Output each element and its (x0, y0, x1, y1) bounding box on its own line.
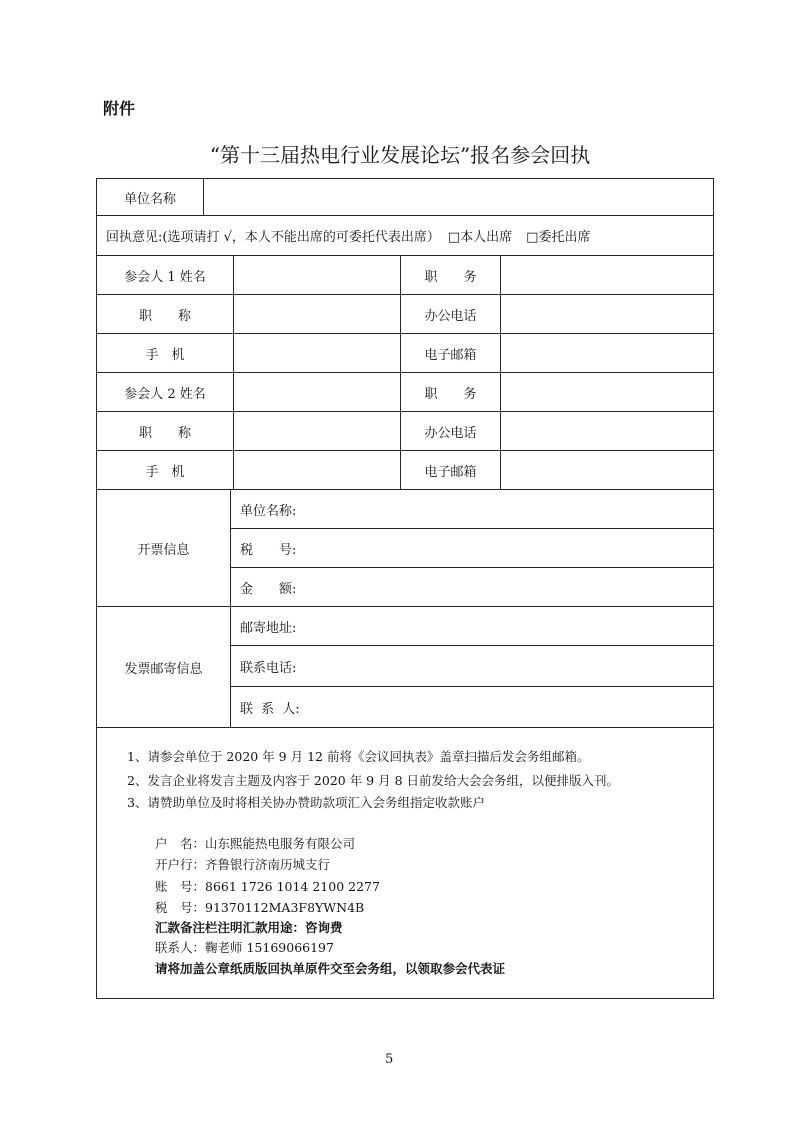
attendee2-title-label: 职 称 (96, 411, 233, 450)
attendee1-mobile-value (233, 333, 400, 372)
attachment-label: 附件 (103, 101, 136, 118)
attendee1-office-phone-value (500, 294, 713, 333)
option-delegate: □委托出席 (526, 230, 591, 245)
note-item: 1、请参会单位于 2020 年 9 月 12 前将《会议回执表》盖章扫描后发会务组邮箱。 (127, 749, 590, 764)
attendee1-email-label: 电子邮箱 (400, 333, 500, 372)
attendee2-office-phone-label: 办公电话 (400, 411, 500, 450)
option-attend-in-person: □本人出席 (447, 230, 513, 245)
attendee1-mobile-label: 手 机 (96, 333, 233, 372)
tax-number: 税 号：91370112MA3F8YWN4B (155, 900, 365, 915)
attendee2-mobile-value (233, 450, 400, 489)
org-name-label: 单位名称 (96, 178, 203, 215)
page-number: 5 (385, 1052, 394, 1067)
contact-person: 联系人：鞠老师 15169066197 (155, 940, 334, 955)
attendee1-name-value (233, 255, 400, 294)
attendee2-position-value (500, 372, 713, 411)
submission-instruction: 请将加盖公章纸质版回执单原件交至会务组，以领取参会代表证 (155, 962, 506, 976)
bank-account-number: 账 号：8661 1726 1014 2100 2277 (155, 879, 380, 894)
attendee1-title-label: 职 称 (96, 294, 233, 333)
invoice-amount-field: 金 额: (230, 567, 713, 606)
attendee1-title-value (233, 294, 400, 333)
bank-name: 开户行：齐鲁银行济南历城支行 (155, 857, 331, 872)
mailing-info-label: 发票邮寄信息 (96, 606, 230, 727)
note-item: 2、发言企业将发言主题及内容于 2020 年 9 月 8 日前发给大会会务组，以便排版入刊。 (127, 773, 620, 788)
registration-form-table (96, 178, 714, 999)
reply-opinion-text: 回执意见:(选项请打 √，本人不能出席的可委托代表出席） (106, 230, 440, 245)
invoice-org-name-field: 单位名称: (230, 489, 713, 528)
notes-section (96, 727, 713, 998)
attendee2-office-phone-value (500, 411, 713, 450)
attendee2-email-label: 电子邮箱 (400, 450, 500, 489)
note-item: 3、请赞助单位及时将相关协办赞助款项汇入会务组指定收款账户 (127, 795, 485, 810)
invoice-info-label: 开票信息 (96, 489, 230, 606)
attendee1-email-value (500, 333, 713, 372)
attendee1-position-label: 职 务 (400, 255, 500, 294)
attendee2-name-value (233, 372, 400, 411)
attendee1-office-phone-label: 办公电话 (400, 294, 500, 333)
attendee1-position-value (500, 255, 713, 294)
mailing-contact-field: 联 系 人: (230, 686, 713, 727)
org-name-value-cell (203, 178, 713, 215)
mailing-address-field: 邮寄地址: (230, 606, 713, 645)
bank-account-name: 户 名：山东熙能热电服务有限公司 (155, 836, 356, 851)
attendee1-name-label: 参会人 1 姓名 (96, 255, 233, 294)
attendee2-position-label: 职 务 (400, 372, 500, 411)
invoice-tax-id-field: 税 号: (230, 528, 713, 567)
reply-opinion-row (96, 215, 713, 255)
mailing-phone-field: 联系电话: (230, 645, 713, 686)
attendee2-name-label: 参会人 2 姓名 (96, 372, 233, 411)
page-title: “第十三届热电行业发展论坛”报名参会回执 (209, 143, 591, 167)
attendee2-email-value (500, 450, 713, 489)
attendee2-mobile-label: 手 机 (96, 450, 233, 489)
remittance-remark: 汇款备注栏注明汇款用途：咨询费 (155, 921, 343, 935)
attendee2-title-value (233, 411, 400, 450)
